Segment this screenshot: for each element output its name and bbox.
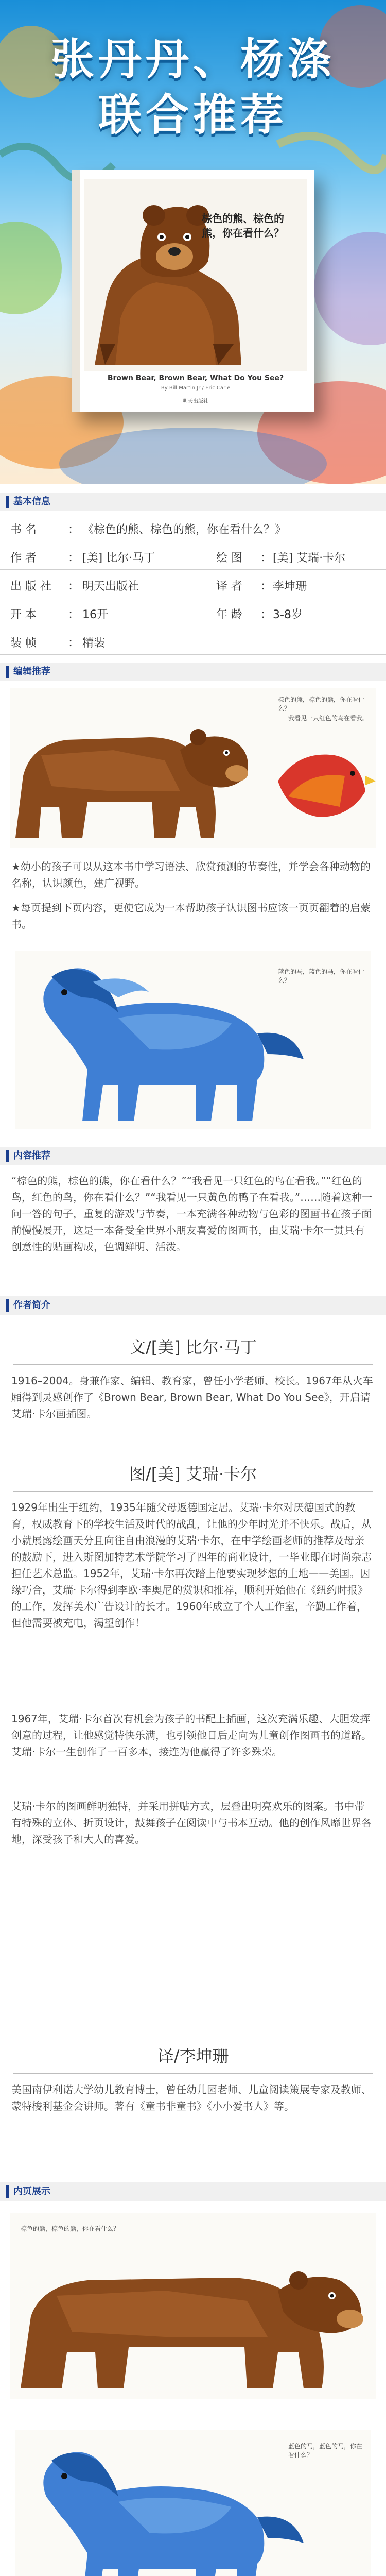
info-colon: ： [260,608,272,621]
author2-bio-3: 艾瑞·卡尔的图画鲜明独特，并采用拼贴方式，层叠出明亮欢乐的图案。书中带有特殊的立体、折页设计，鼓舞孩子在阅读中与书本互动。他的创作风靡世界各地，深受孩子和大人的喜爱。 [11,1800,372,1845]
info-label: 装 帧 [10,637,37,650]
spread-caption: 蓝色的马，蓝色的马，你在看什么？ [288,2443,363,2459]
section-title: 作者简介 [13,1300,50,1311]
section-header-content-intro [0,1147,386,1165]
section-header-inner-pages [0,2182,386,2201]
book-cover-publisher: 明天出版社 [183,399,208,404]
editor-bullet-2: ★每页提到下页内容，更使它成为一本帮助孩子认识图书应该一页页翻着的启蒙书。 [11,902,371,930]
author1-bio: 1916–2004。身兼作家、编辑、教育家，曾任小学老师、校长。1967年从火车厢得到灵感创作了《Brown Bear, Brown Bear, What Do You See》，开启请艾瑞·卡尔画插图。 [11,1375,373,1420]
section-header-editor-recommend [0,663,386,681]
info-label: 作 者 [10,552,37,565]
translator-bio: 美国南伊利诺大学幼儿教育博士，曾任幼儿园老师、儿童阅读策展专家及教师、蒙特梭利基金会讲师。著有《童书非童书》《小小爱书人》等。 [11,2083,372,2112]
spread-caption: 棕色的熊，棕色的熊，你在看什么？ [278,696,365,712]
section-title: 基本信息 [13,496,50,507]
info-value: [美] 艾瑞·卡尔 [273,552,346,565]
info-row-publisher [0,570,386,598]
hero-title-line1: 张丹丹、杨涤 [50,34,335,84]
section-header-author-intro [0,1296,386,1315]
info-colon: ： [68,608,80,621]
info-value: 《棕色的熊、棕色的熊，你在看什么？》 [82,523,287,536]
section-marker [6,1299,9,1312]
info-row-title [0,513,386,541]
info-value: [美] 比尔·马丁 [82,552,155,565]
author2-bio-1: 1929年出生于纽约，1935年随父母返德国定居。艾瑞·卡尔对厌德国式的教育，权威教育下的学校生活及时代的战乱，让他的少年时光并不快乐。战后，从小就展露绘画天分且向往自由浪漫的艾瑞·卡尔，在中学绘画老师的推荐及母亲的鼓励下，进入斯图加特艺术学院学习了四年的商业设计，一毕业即在时尚杂志担任艺术总监。1952年，艾瑞·卡尔再次踏上他要实现梦想的土地——美国。因缘巧合，艾瑞·卡尔得到李欧·李奥尼的赏识和推荐，顺利开始他在《纽约时报》的工作，发挥美术广告设计的长才。1960年成立了个人工作室，辛勤工作着，但他需要被充电，渴望创作！ [11,1501,372,1629]
author1-name: 文/[美] 比尔·马丁 [129,1337,257,1357]
spread-caption: 棕色的熊，棕色的熊，你在看什么？ [21,2225,120,2232]
hero-banner [0,0,386,484]
book-english-authors: By Bill Martin Jr / Eric Carle [161,385,231,391]
book-spine [72,170,80,412]
info-colon: ： [260,580,272,593]
info-colon: ： [260,552,272,565]
section-header-basic-info [0,493,386,511]
info-label: 出 版 社 [10,580,51,593]
info-colon: ： [68,552,80,565]
book-cover [72,170,314,412]
info-value: 精装 [82,637,106,650]
author-divider [13,2073,373,2074]
brown-bear-cover-illustration [84,179,307,371]
info-colon: ： [68,637,80,650]
info-value: 3-8岁 [273,608,303,621]
info-value: 明天出版社 [82,580,139,593]
book-english-title: Brown Bear, Brown Bear, What Do You See? [107,374,284,382]
info-row-format [0,598,386,626]
info-label: 书 名 [10,523,37,536]
info-label: 年 龄 [216,608,242,621]
section-title: 编辑推荐 [13,666,50,677]
info-value: 李坤珊 [273,580,307,593]
author2-bio-2: 1967年，艾瑞·卡尔首次有机会为孩子的书配上插画，这次充满乐趣、大胆发挥创意的过程，让他感觉特快乐满，也引领他日后走向为儿童创作图画书的道路。艾瑞·卡尔一生创作了一百多本，接连为他赢得了许多殊荣。 [11,1713,372,1758]
book-cover-title: 棕色的熊、棕色的熊，你在看什么？ [202,212,284,239]
info-row-binding [0,626,386,655]
info-row-author [0,541,386,570]
section-title: 内页展示 [13,2186,50,2197]
author-divider [13,1491,373,1492]
author-divider [13,1364,373,1365]
section-marker [6,666,9,678]
hero-title-line2: 联合推荐 [98,90,288,140]
info-colon: ： [68,523,80,536]
section-title: 内容推荐 [13,1150,50,1161]
info-label: 绘 图 [216,552,242,565]
section-marker [6,2185,9,2198]
translator-name: 译/李坤珊 [157,2046,229,2066]
info-label: 开 本 [10,608,37,621]
section-marker [6,1150,9,1162]
info-label: 译 者 [216,580,242,593]
inner-bear-illustration [10,2213,376,2399]
info-colon: ： [68,580,80,593]
spread-caption: 蓝色的马，蓝色的马，你在看什么？ [278,968,365,984]
spread-caption: 我看见一只红色的鸟在看我。 [288,715,369,722]
author2-name: 图/[美] 艾瑞·卡尔 [129,1464,257,1484]
editor-bullet-1: ★幼小的孩子可以从这本书中学习语法、欣赏预测的节奏性，并学会各种动物的名称，认识颜色，建广视野。 [11,860,371,889]
info-value: 16开 [82,608,108,621]
content-intro-text: “棕色的熊，棕色的熊，你在看什么？”“我看见一只红色的鸟在看我。”“红色的鸟，红色的鸟，你在看什么？”“我看见一只黄色的鸭子在看我。”……随着这种一问一答的句子，重复的游戏与节奏，一本充满各种动物与色彩的图画书在孩子面前慢慢展开，这是一本备受全世界小朋友喜爱的图画书，由艾瑞·卡尔一贯具有创意性的贴画构成，色调鲜明、活泼。 [11,1175,373,1253]
section-marker [6,496,9,508]
